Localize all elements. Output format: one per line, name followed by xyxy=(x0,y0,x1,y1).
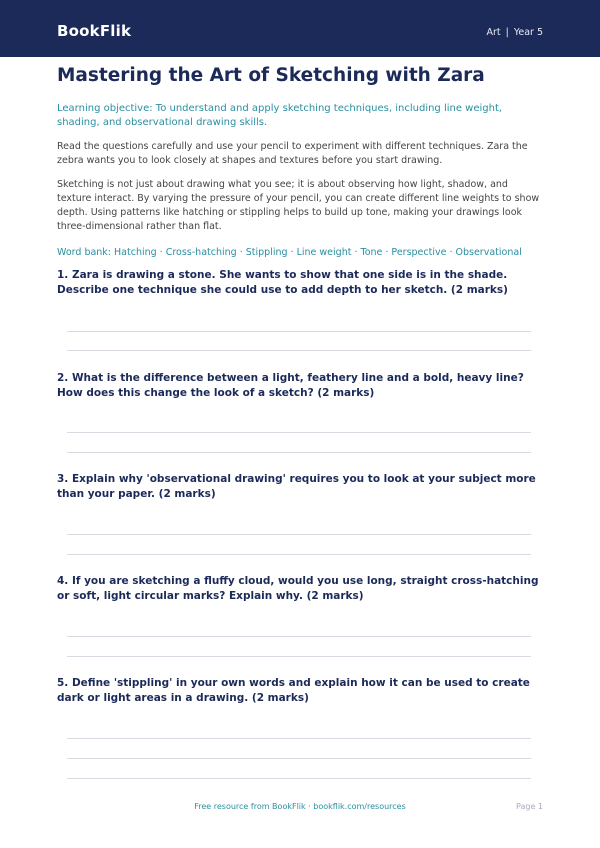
answer-line[interactable] xyxy=(67,636,531,637)
footer-resource-link[interactable]: Free resource from BookFlik · bookflik.com/resources xyxy=(194,802,406,811)
intro-paragraph: Sketching is not just about drawing what you see; it is about observing how light, shadow, and texture interact. By varying the pressure of your pencil, you can create different line weights to show depth. Using patterns like hatching or stippling helps to build up tone, making your drawings look three-dimensional rather than flat. xyxy=(57,179,540,232)
learning-objective: Learning objective: To understand and apply sketching techniques, including line weight, shading, and observational drawing skills. xyxy=(57,103,503,128)
header-meta xyxy=(486,27,543,38)
brand-logo-text: BookFlik xyxy=(57,22,132,40)
answer-line[interactable] xyxy=(67,554,531,555)
page-header xyxy=(0,0,600,57)
meta-separator: | xyxy=(505,27,509,38)
question-text: 5. Define 'stippling' in your own words and explain how it can be used to create dark or light areas in a drawing. (2 marks) xyxy=(57,677,530,704)
question-4 xyxy=(57,574,543,604)
answer-line[interactable] xyxy=(67,738,531,739)
question-1 xyxy=(57,268,543,298)
answer-line[interactable] xyxy=(67,656,531,657)
question-3 xyxy=(57,472,543,502)
answer-line[interactable] xyxy=(67,432,531,433)
intro-section xyxy=(57,64,543,260)
question-text: 1. Zara is drawing a stone. She wants to show that one side is in the shade. Describe one technique she could use to add depth to her sketch. (2 marks) xyxy=(57,269,508,296)
answer-line[interactable] xyxy=(67,331,531,332)
answer-line[interactable] xyxy=(67,350,531,351)
answer-line[interactable] xyxy=(67,758,531,759)
question-2 xyxy=(57,371,543,401)
page-number: Page 1 xyxy=(516,802,543,811)
word-bank: Word bank: Hatching · Cross-hatching · Stippling · Line weight · Tone · Perspective · Observational xyxy=(57,247,522,258)
question-text: 4. If you are sketching a fluffy cloud, would you use long, straight cross-hatching or soft, light circular marks? Explain why. (2 marks) xyxy=(57,575,539,602)
answer-line[interactable] xyxy=(67,534,531,535)
question-5 xyxy=(57,676,543,706)
answer-line[interactable] xyxy=(67,452,531,453)
year-label: Year 5 xyxy=(513,27,543,38)
answer-line[interactable] xyxy=(67,778,531,779)
question-text: 2. What is the difference between a light, feathery line and a bold, heavy line? How does this change the look of a sketch? (2 marks) xyxy=(57,372,524,399)
subject-label: Art xyxy=(486,27,501,38)
page-title: Mastering the Art of Sketching with Zara xyxy=(57,65,485,86)
question-text: 3. Explain why 'observational drawing' requires you to look at your subject more than your paper. (2 marks) xyxy=(57,473,536,500)
intro-paragraph: Read the questions carefully and use your pencil to experiment with different techniques. Zara the zebra wants you to look closely at shapes and textures before you start drawing. xyxy=(57,141,528,166)
